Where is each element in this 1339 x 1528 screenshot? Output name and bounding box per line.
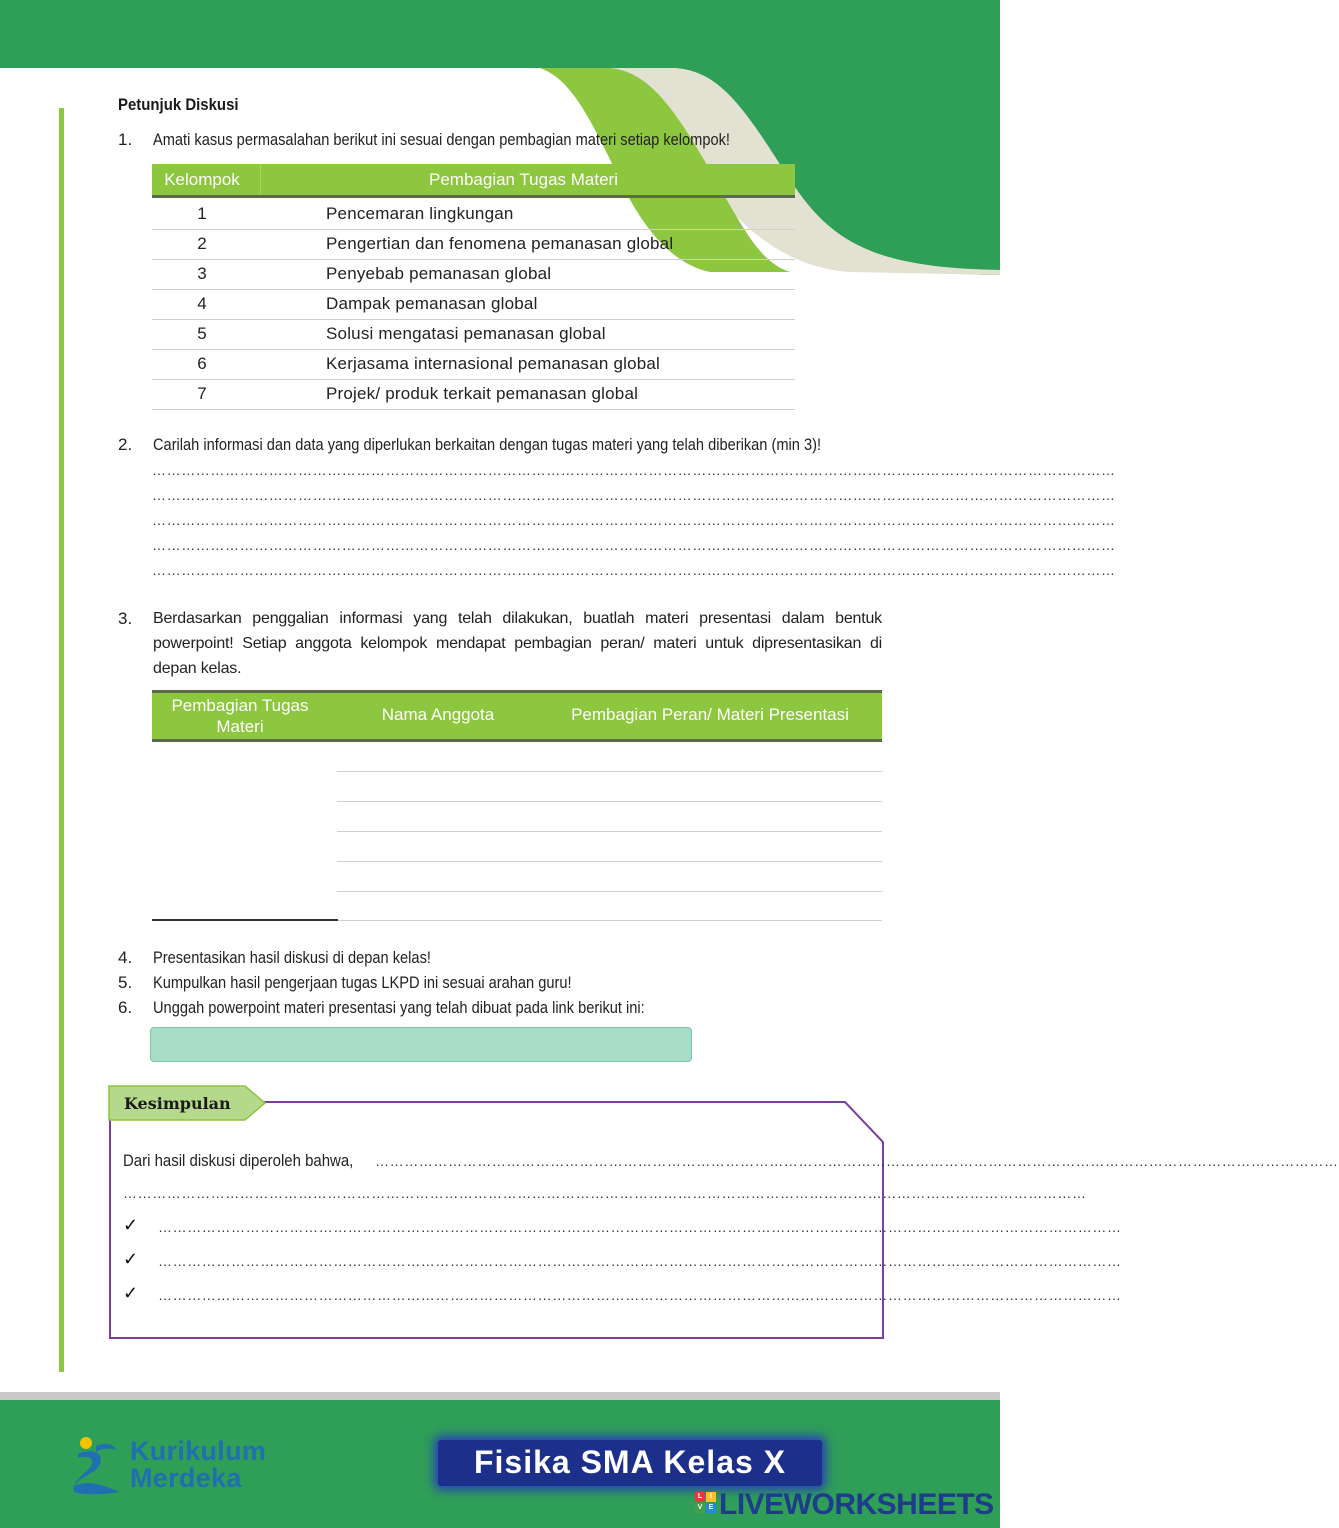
footer-divider <box>0 1392 1000 1400</box>
answer-line-2[interactable]: ……………………………………………………………………………………………………………………………………………………………………………… <box>152 487 1116 503</box>
watermark-letter: I <box>706 1492 716 1502</box>
logo-text-line2: Merdeka <box>130 1463 242 1493</box>
watermark-letter: V <box>695 1503 705 1513</box>
check-icon: ✓ <box>123 1249 139 1269</box>
book-title: Fisika SMA Kelas X <box>473 1444 787 1480</box>
task-column-header: Pembagian Tugas Materi <box>429 170 618 189</box>
table-row <box>152 260 795 290</box>
role-column-header: Pembagian Peran/ Materi Presentasi <box>571 705 849 724</box>
group-number: 4 <box>197 294 207 313</box>
check-icon: ✓ <box>123 1283 139 1303</box>
conclusion-point-line[interactable]: ……………………………………………………………………………………………………………………………………………………………………………… <box>158 1219 1122 1235</box>
step-number: 1. <box>118 130 133 149</box>
liveworksheets-watermark: LIVEWORKSHEETS <box>719 1488 994 1521</box>
group-number: 7 <box>197 384 207 403</box>
step-1-text: Amati kasus permasalahan berikut ini sesuai dengan pembagian materi setiap kelompok! <box>153 130 731 149</box>
conclusion-answer-line[interactable]: ……………………………………………………………………………………………………………………………………………………………………………… <box>375 1153 1339 1169</box>
step-number: 4. <box>118 948 133 967</box>
step-number: 6. <box>118 998 133 1017</box>
book-title-banner <box>438 1440 822 1486</box>
left-accent-bar <box>59 108 64 1372</box>
table-row <box>152 290 795 320</box>
conclusion-point-line[interactable]: ……………………………………………………………………………………………………………………………………………………………………………… <box>158 1287 1122 1303</box>
material-column-header: Pembagian Tugas Materi <box>171 696 309 736</box>
table-row <box>152 380 795 410</box>
presentation-table-header <box>152 690 882 742</box>
answer-line-4[interactable]: ……………………………………………………………………………………………………………………………………………………………………………… <box>152 537 1116 553</box>
answer-line-3[interactable]: ……………………………………………………………………………………………………………………………………………………………………………… <box>152 512 1116 528</box>
group-number: 3 <box>197 264 207 283</box>
task-material: Kerjasama internasional pemanasan global <box>326 354 661 373</box>
group-column-header: Kelompok <box>164 170 240 189</box>
task-material: Projek/ produk terkait pemanasan global <box>326 384 639 403</box>
table-row-line[interactable] <box>337 771 882 772</box>
step-4-text: Presentasikan hasil diskusi di depan kelas! <box>153 948 431 967</box>
group-number: 6 <box>197 354 207 373</box>
table-bottom-border <box>152 919 338 921</box>
conclusion-answer-line[interactable]: ……………………………………………………………………………………………………………………………………………………………………………… <box>123 1185 1087 1201</box>
group-number: 2 <box>197 234 207 253</box>
section-title: Petunjuk Diskusi <box>118 95 239 114</box>
table-row-line[interactable] <box>337 891 882 892</box>
watermark-letter: L <box>695 1492 705 1502</box>
step-3-text: Berdasarkan penggalian informasi yang telah dilakukan, buatlah materi presentasi dalam bentuk powerpoint! Setiap anggota kelompok mendapat pembagian peran/ materi untuk dipresentasikan di depan kelas. <box>153 610 882 677</box>
table-row-line[interactable] <box>337 861 882 862</box>
table-row <box>152 200 795 230</box>
table-row <box>152 350 795 380</box>
table-row <box>152 230 795 260</box>
group-table-header <box>152 164 795 198</box>
answer-line-5[interactable]: ……………………………………………………………………………………………………………………………………………………………………………… <box>152 562 1116 578</box>
kurikulum-merdeka-logo-icon <box>70 1434 130 1498</box>
conclusion-label: Kesimpulan <box>124 1094 231 1113</box>
group-number: 5 <box>197 324 207 343</box>
group-number: 1 <box>197 204 207 223</box>
liveworksheets-icon <box>695 1492 717 1514</box>
conclusion-point-line[interactable]: ……………………………………………………………………………………………………………………………………………………………………………… <box>158 1253 1122 1269</box>
step-number: 2. <box>118 435 133 454</box>
logo-text-line1: Kurikulum <box>130 1436 267 1466</box>
task-material: Penyebab pemanasan global <box>326 264 552 283</box>
task-material: Dampak pemanasan global <box>326 294 538 313</box>
upload-link-input[interactable] <box>150 1027 692 1062</box>
table-row-line[interactable] <box>337 801 882 802</box>
step-6-text: Unggah powerpoint materi presentasi yang telah dibuat pada link berikut ini: <box>153 998 645 1017</box>
table-row-line[interactable] <box>337 831 882 832</box>
task-material: Solusi mengatasi pemanasan global <box>326 324 606 343</box>
step-2-text: Carilah informasi dan data yang diperlukan berkaitan dengan tugas materi yang telah diberikan (min 3)! <box>153 435 822 454</box>
table-row-line[interactable] <box>337 920 882 921</box>
step-number: 5. <box>118 973 133 992</box>
task-material: Pengertian dan fenomena pemanasan global <box>326 234 674 253</box>
answer-line-1[interactable]: ……………………………………………………………………………………………………………………………………………………………………………… <box>152 462 1116 478</box>
step-number: 3. <box>118 609 133 628</box>
member-column-header: Nama Anggota <box>381 705 495 724</box>
check-icon: ✓ <box>123 1215 139 1235</box>
watermark-letter: E <box>706 1503 716 1513</box>
conclusion-intro: Dari hasil diskusi diperoleh bahwa, <box>123 1151 354 1170</box>
table-row <box>152 320 795 350</box>
task-material: Pencemaran lingkungan <box>326 204 514 223</box>
step-5-text: Kumpulkan hasil pengerjaan tugas LKPD ini sesuai arahan guru! <box>153 973 572 992</box>
